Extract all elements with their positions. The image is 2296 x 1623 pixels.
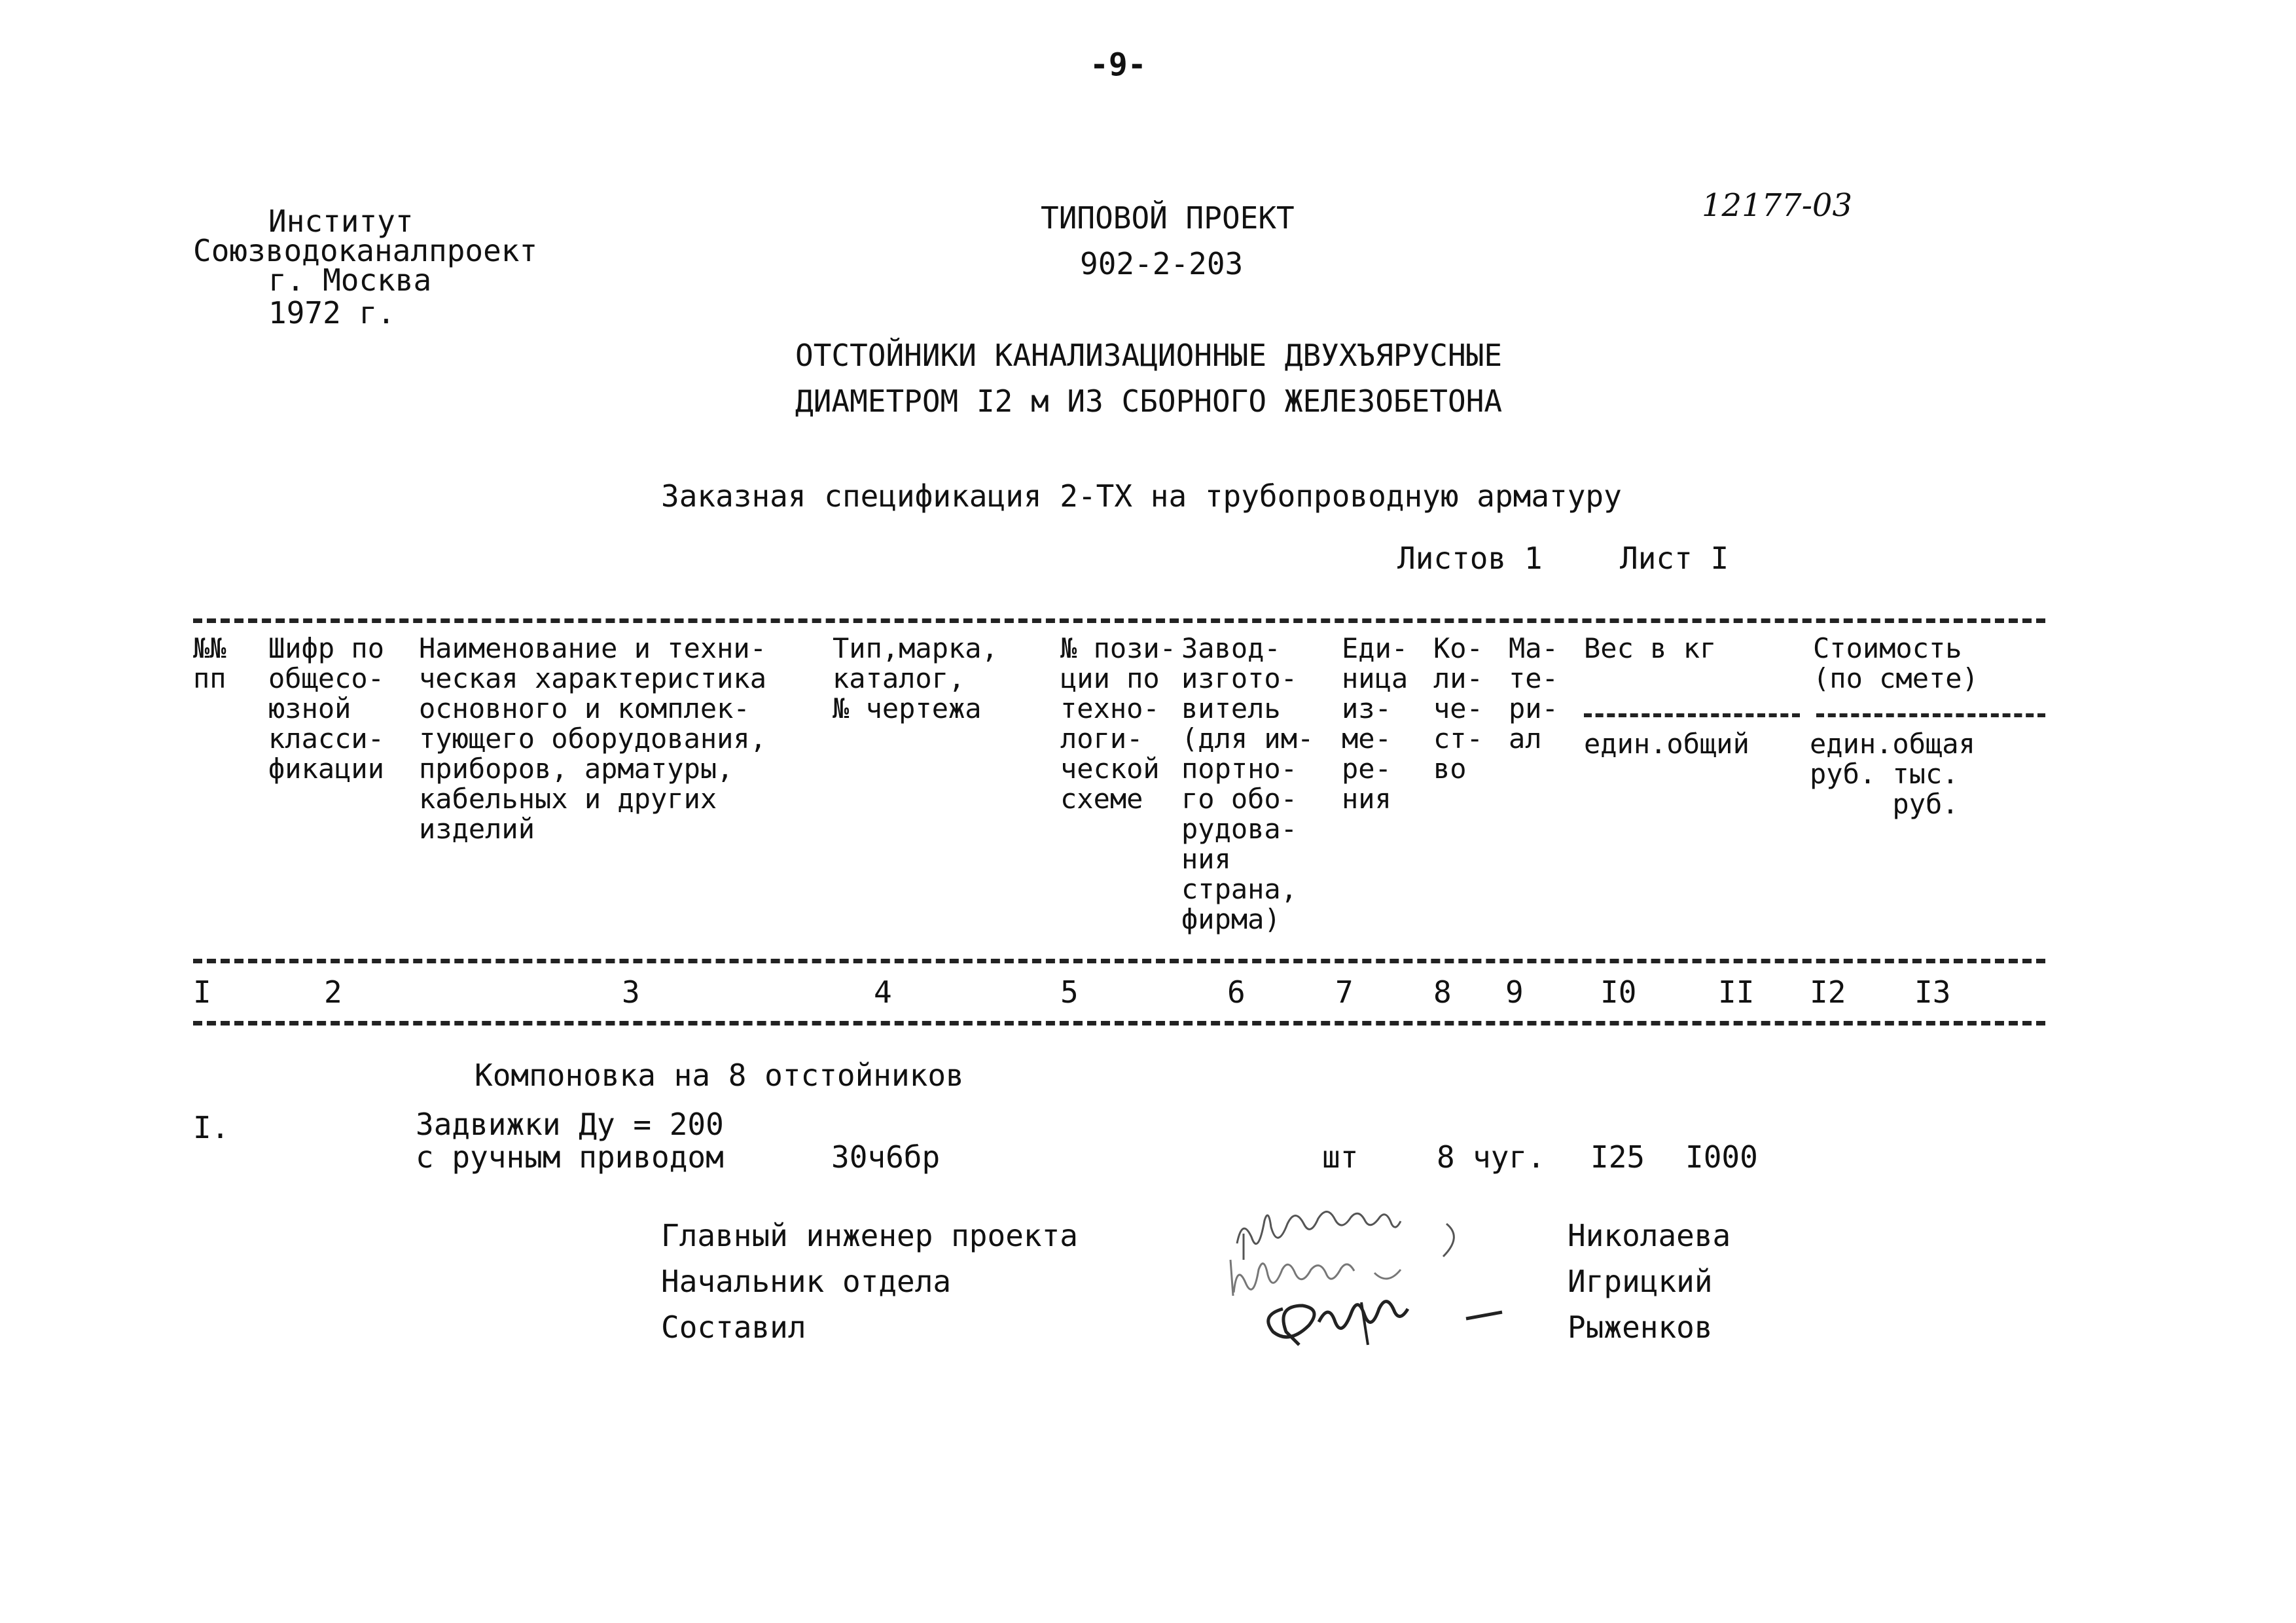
col-header-name: Наименование и техни- ческая характеристика основного и комплек- тующего оборудования, приборов, арматуры, кабельных и других изделий xyxy=(419,632,767,845)
column-numbers-top-rule xyxy=(193,959,2045,963)
col-number-11: II xyxy=(1718,974,1755,1010)
signature-name-1: Николаева xyxy=(1568,1218,1731,1253)
signature-role-3: Составил xyxy=(661,1310,806,1345)
signature-name-2: Игрицкий xyxy=(1568,1264,1713,1299)
institute-label: Институт xyxy=(268,204,414,239)
signature-name-3: Рыженков xyxy=(1568,1310,1713,1345)
signature-scribble-3 xyxy=(1257,1283,1518,1355)
signature-role-1: Главный инженер проекта xyxy=(661,1218,1078,1253)
col-header-unit: Еди- ница из- ме- ре- ния xyxy=(1342,632,1408,815)
row-1-material: чуг. xyxy=(1473,1139,1545,1175)
document-title-line2: ДИАМЕТРОМ I2 м ИЗ СБОРНОГО ЖЕЛЕЗОБЕТОНА xyxy=(795,383,1503,419)
table-top-rule xyxy=(193,618,2045,623)
col-header-weight: Вес в кг xyxy=(1584,632,1717,664)
row-1-weight-total: I000 xyxy=(1685,1139,1758,1175)
row-1-type: 30ч6бр xyxy=(831,1139,941,1175)
weight-divider xyxy=(1584,713,1800,717)
project-label: ТИПОВОЙ ПРОЕКТ xyxy=(1041,200,1295,236)
sheet-current: Лист I xyxy=(1620,541,1729,576)
document-title-line1: ОТСТОЙНИКИ КАНАЛИЗАЦИОННЫЕ ДВУХЪЯРУСНЫЕ xyxy=(795,338,1503,373)
row-1-unit: шт xyxy=(1322,1139,1359,1175)
section-title: Компоновка на 8 отстойников xyxy=(475,1058,964,1093)
archive-number: 12177-03 xyxy=(1702,187,1852,224)
col-header-code: Шифр по общесо- юзной класси- фикации xyxy=(268,632,385,785)
specification-title: Заказная спецификация 2-ТХ на трубопроводную арматуру xyxy=(661,478,1622,514)
col-header-manufacturer: Завод- изгото- витель (для им- портно- го обо- рудова- ния страна, фирма) xyxy=(1181,632,1314,935)
col-number-2: 2 xyxy=(324,974,342,1010)
col-number-12: I2 xyxy=(1810,974,1846,1010)
col-number-5: 5 xyxy=(1060,974,1079,1010)
col-header-quantity: Ко- ли- че- ст- во xyxy=(1433,632,1483,785)
col-header-cost: Стоимость (по смете) xyxy=(1813,632,1979,694)
col-number-10: I0 xyxy=(1600,974,1637,1010)
sheet-count: Листов 1 xyxy=(1397,541,1543,576)
col-number-7: 7 xyxy=(1335,974,1354,1010)
institute-city: г. Москва xyxy=(268,262,432,298)
col-number-3: 3 xyxy=(622,974,640,1010)
col-header-type: Тип,марка, каталог, № чертежа xyxy=(833,632,998,724)
col-number-9: 9 xyxy=(1505,974,1524,1010)
row-1-name: Задвижки Ду = 200 с ручным приводом xyxy=(416,1107,724,1175)
row-1-number: I. xyxy=(193,1110,230,1145)
institute-year: 1972 г. xyxy=(268,295,395,330)
col-header-weight-sub: един.общий xyxy=(1584,728,1749,760)
col-header-position: № пози- ции по техно- логи- ческой схеме xyxy=(1060,632,1177,815)
cost-divider xyxy=(1816,713,2045,717)
institute-name: Союзводоканалпроект xyxy=(193,233,538,268)
col-header-material: Ма- те- ри- ал xyxy=(1509,632,1558,755)
row-1-weight-unit: I25 xyxy=(1590,1139,1645,1175)
col-number-6: 6 xyxy=(1227,974,1246,1010)
signature-role-2: Начальник отдела xyxy=(661,1264,952,1299)
col-header-num: №№ пп xyxy=(193,632,226,694)
column-numbers-bottom-rule xyxy=(193,1021,2045,1026)
col-number-8: 8 xyxy=(1433,974,1452,1010)
row-1-quantity: 8 xyxy=(1437,1139,1455,1175)
col-header-cost-sub: един.общая руб. тыс. руб. xyxy=(1810,728,1975,820)
page-number: -9- xyxy=(1090,46,1147,83)
col-number-4: 4 xyxy=(874,974,892,1010)
col-number-1: I xyxy=(193,974,211,1010)
col-number-13: I3 xyxy=(1914,974,1951,1010)
project-number: 902-2-203 xyxy=(1080,246,1244,281)
